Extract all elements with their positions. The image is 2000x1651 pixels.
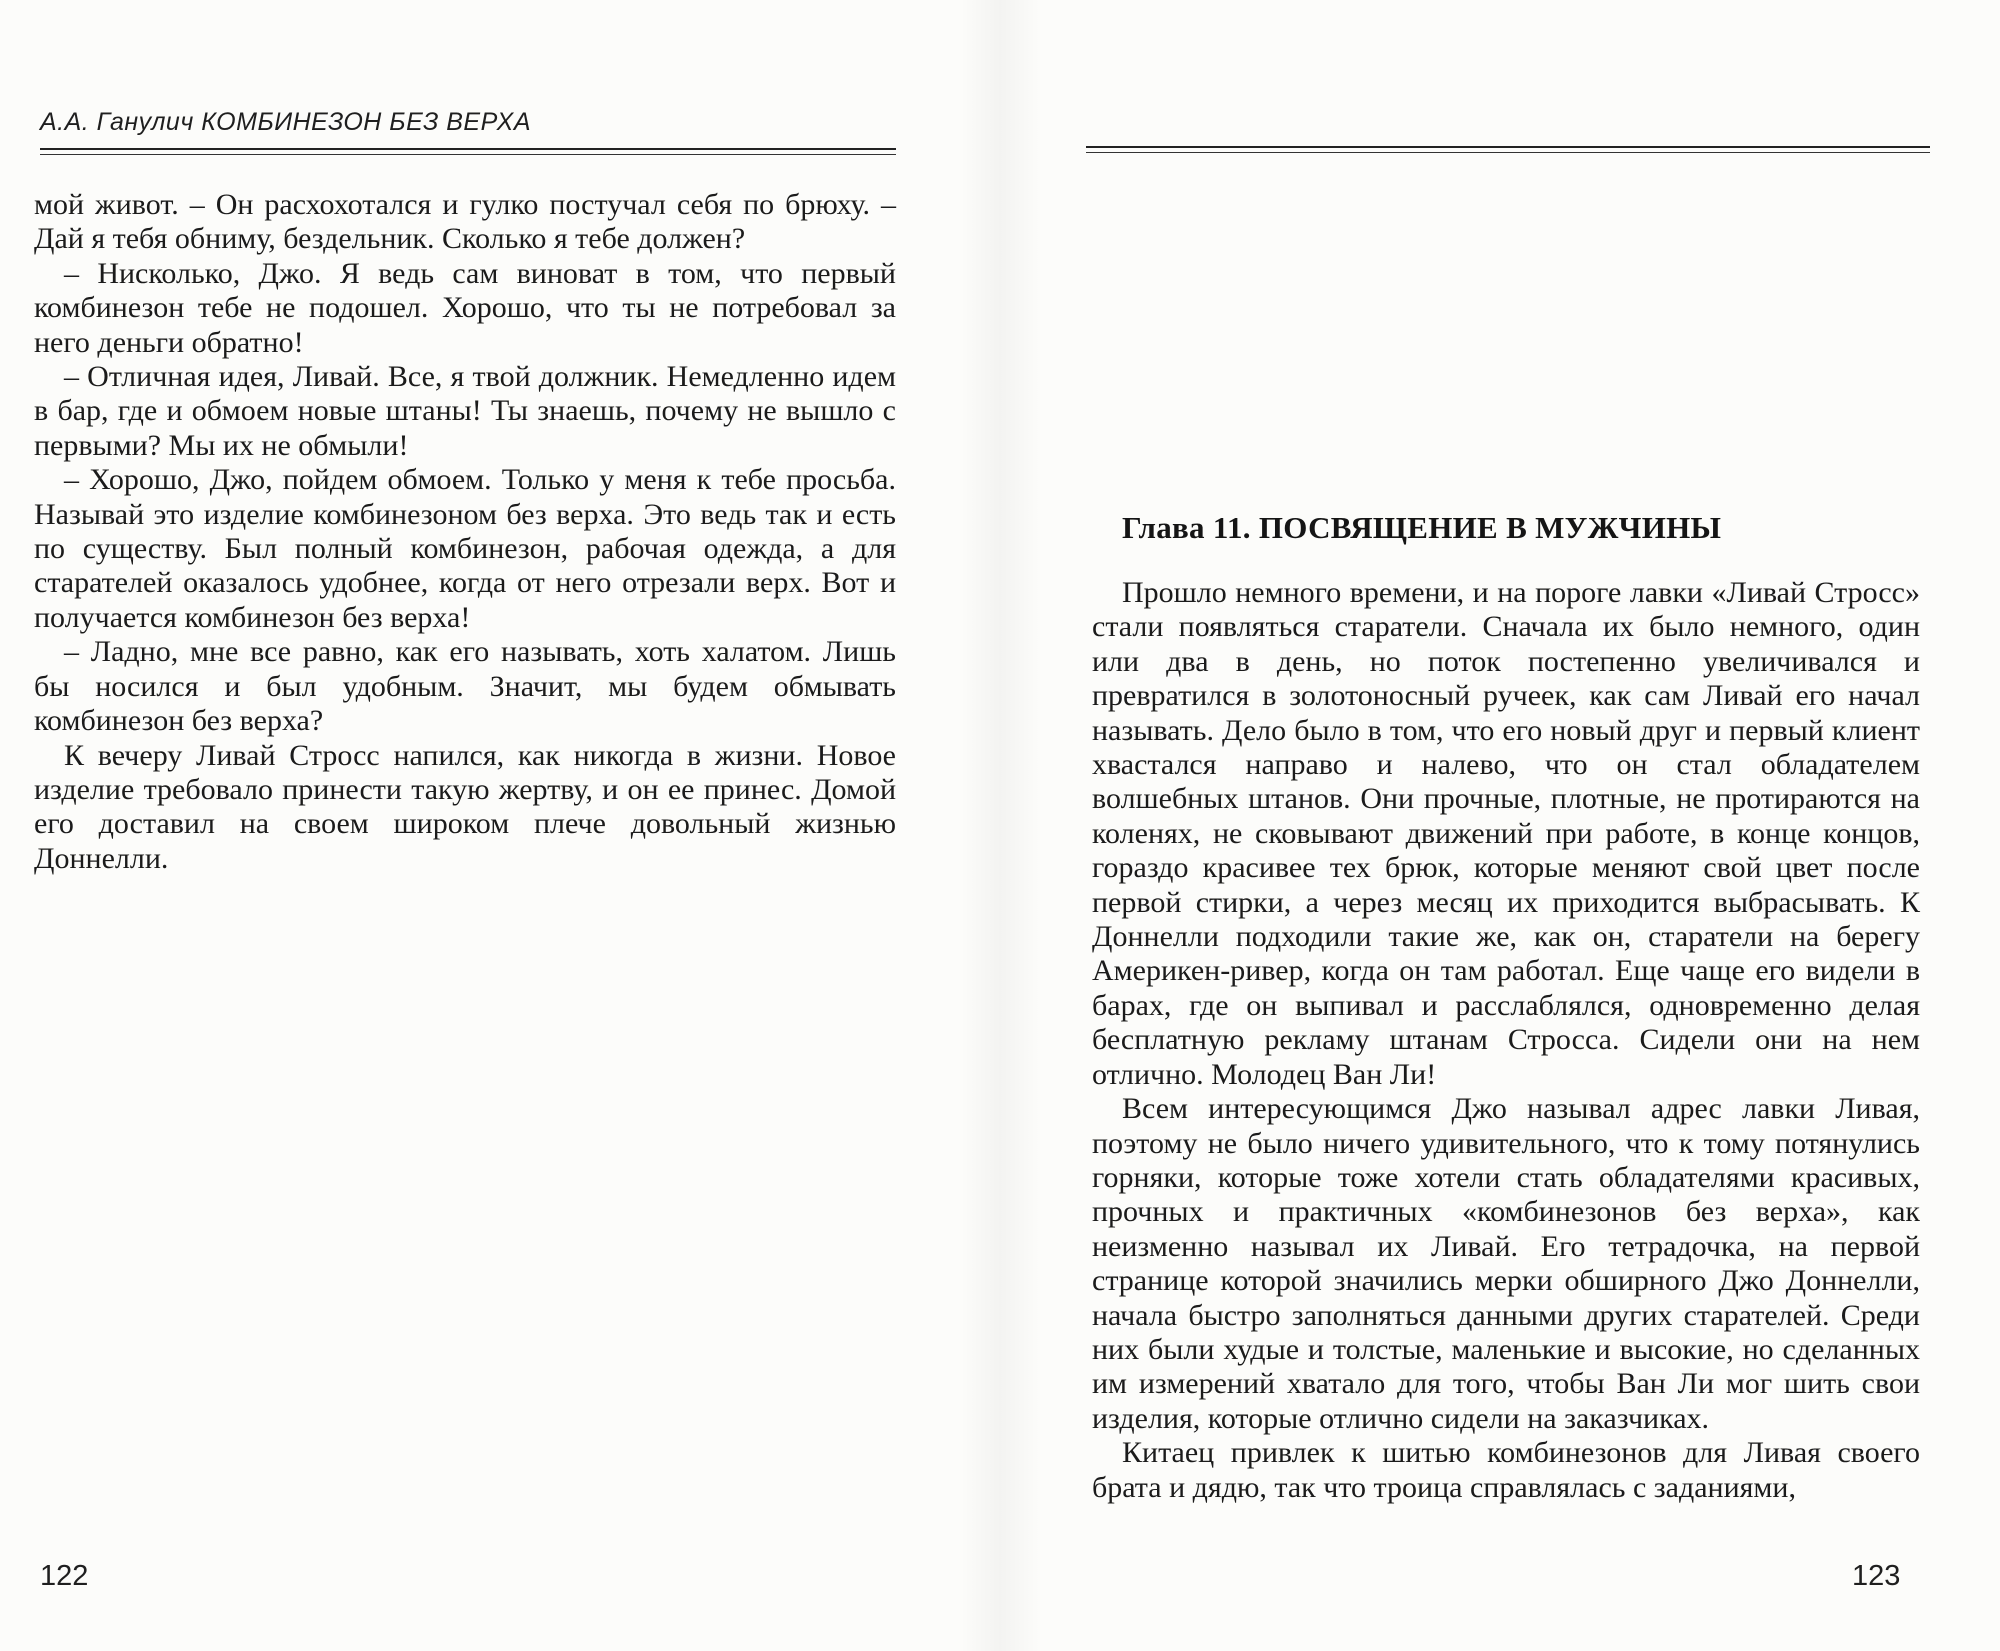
left-paragraph: – Нисколько, Джо. Я ведь сам виноват в том, что первый комбинезон тебе не подошел. Хорошо, что ты не потребовал за него деньги обратно! [34,256,896,359]
left-paragraph: – Хорошо, Джо, пойдем обмоем. Только у меня к тебе просьба. Называй это изделие комбинезоном без верха. Это ведь так и есть по существу. Был полный комбинезон, рабочая одежда, а для старателей оказалось удобнее, когда от него отрезали верх. Вот и получается комбинезон без верха! [34,463,896,634]
chapter-title: Глава 11. ПОСВЯЩЕНИЕ В МУЖЧИНЫ [1122,510,1722,545]
left-header-rule-bottom [40,154,896,155]
right-paragraph: Прошло немного времени, и на пороге лавки «Ливай Стросс» стали появляться старатели. Сначала их было немного, один или два в день, но поток постепенно увеличивался и превратился в золотоносный ручеек, как сам Ливай его начал называть. Дело было в том, что его новый друг и первый клиент хвастался направо и налево, что он стал обладателем волшебных штанов. Они прочные, плотные, не протираются на коленях, не сковывают движений при работе, в конце концов, гораздо красивее тех брюк, которые меняют свой цвет после первой стирки, а через месяц их приходится выбрасывать. К Доннелли подходили такие же, как он, старатели на берегу Америкен-ривер, когда он там работал. Еще чаще его видели в барах, где он выпивал и расслаблялся, одновременно делая бесплатную рекламу штанам Стросса. Сидели они на нем отлично. Молодец Ван Ли! [1092,576,1920,1091]
right-paragraph: Китаец привлек к шитью комбинезонов для Ливая своего брата и дядю, так что троица справлялась с заданиями, [1092,1436,1920,1504]
left-page-body [34,188,896,876]
right-header-rule-bottom [1086,152,1930,153]
book-gutter-shadow [960,0,1040,1651]
right-page-body [1092,576,1920,1505]
running-head: А.А. Ганулич КОМБИНЕЗОН БЕЗ ВЕРХА [40,108,531,136]
left-paragraph: – Ладно, мне все равно, как его называть, хоть халатом. Лишь бы носился и был удобным. Значит, мы будем обмывать комбинезон без верха? [34,635,896,738]
left-paragraph: мой живот. – Он расхохотался и гулко постучал себя по брюху. – Дай я тебя обниму, бездельник. Сколько я тебе должен? [34,188,896,256]
right-header-rule-top [1086,146,1930,148]
page-number-right: 123 [1852,1560,1901,1592]
page-number-left: 122 [40,1560,89,1592]
left-paragraph: К вечеру Ливай Стросс напился, как никогда в жизни. Новое изделие требовало принести такую жертву, и он ее принес. Домой его доставил на своем широком плече довольный жизнью Доннелли. [34,738,896,875]
right-paragraph: Всем интересующимся Джо называл адрес лавки Ливая, поэтому не было ничего удивительного, что к тому потянулись горняки, которые тоже хотели стать обладателями красивых, прочных и практичных «комбинезонов без верха», как неизменно называл их Ливай. Его тетрадочка, на первой странице которой значились мерки обширного Джо Доннелли, начала быстро заполняться данными других старателей. Среди них были худые и толстые, маленькие и высокие, но сделанных им измерений хватало для того, чтобы Ван Ли мог шить свои изделия, которые отлично сидели на заказчиках. [1092,1092,1920,1435]
left-paragraph: – Отличная идея, Ливай. Все, я твой должник. Немедленно идем в бар, где и обмоем новые штаны! Ты знаешь, почему не вышло с первыми? Мы их не обмыли! [34,360,896,462]
left-header-rule-top [40,148,896,150]
